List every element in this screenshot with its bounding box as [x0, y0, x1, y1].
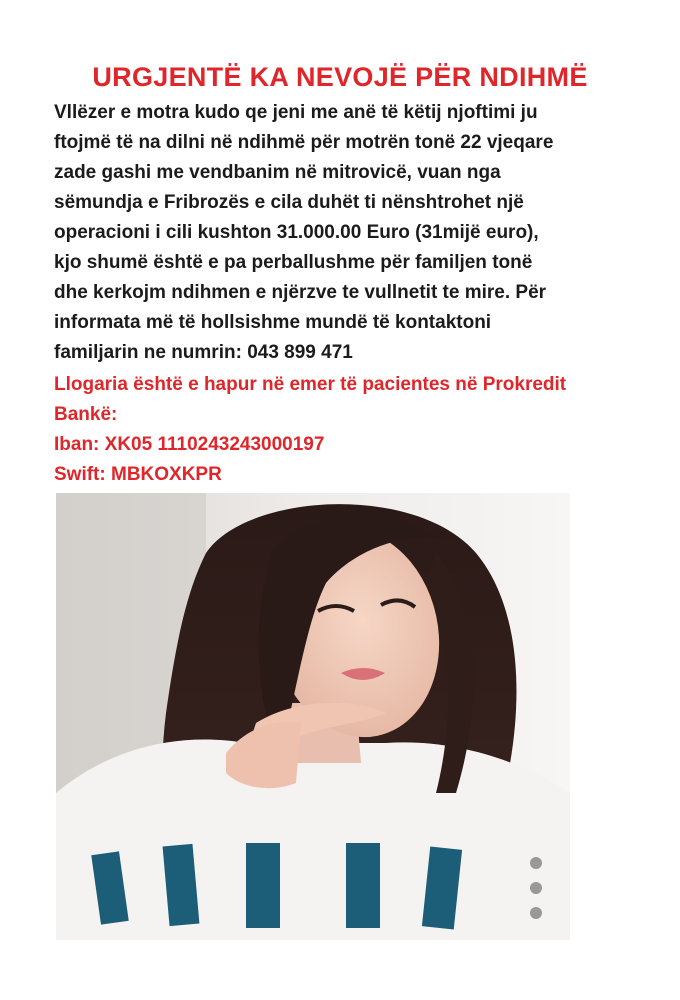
bank-details	[54, 370, 654, 490]
patient-photo	[56, 493, 570, 940]
appeal-line: Vllëzer e motra kudo qe jeni me anë të këtij njoftimi ju	[54, 102, 538, 123]
appeal-line: dhe kerkojm ndihmen e njërzve te vullnetit te mire. Për	[54, 282, 547, 303]
headline: URGJENTË KA NEVOJË PËR NDIHMË	[92, 62, 588, 92]
swift-line: Swift: MBKOXKPR	[54, 464, 222, 485]
appeal-text	[54, 98, 654, 368]
appeal-line: zade gashi me vendbanim në mitrovicë, vuan nga	[54, 162, 501, 183]
bank-account-line: Llogaria është e hapur në emer të pacientes në Prokredit	[54, 374, 567, 395]
iban-line: Iban: XK05 1110243243000197	[54, 434, 325, 455]
appeal-line: informata më të hollsishme mundë të kontaktoni	[54, 312, 492, 333]
appeal-line: kjo shumë është e pa perballushme për familjen tonë	[54, 252, 533, 273]
appeal-line: ftojmë të na dilni në ndihmë për motrën tonë 22 vjeqare	[54, 132, 554, 153]
contact-phone-line: familjarin ne numrin: 043 899 471	[54, 342, 353, 363]
patient-photo-illustration	[56, 493, 570, 940]
appeal-line: sëmundja e Fribrozës e cila duhët ti nënshtrohet një	[54, 192, 524, 213]
bank-name-line: Bankë:	[54, 404, 118, 425]
appeal-line: operacioni i cili kushton 31.000.00 Euro (31mijë euro),	[54, 222, 539, 243]
